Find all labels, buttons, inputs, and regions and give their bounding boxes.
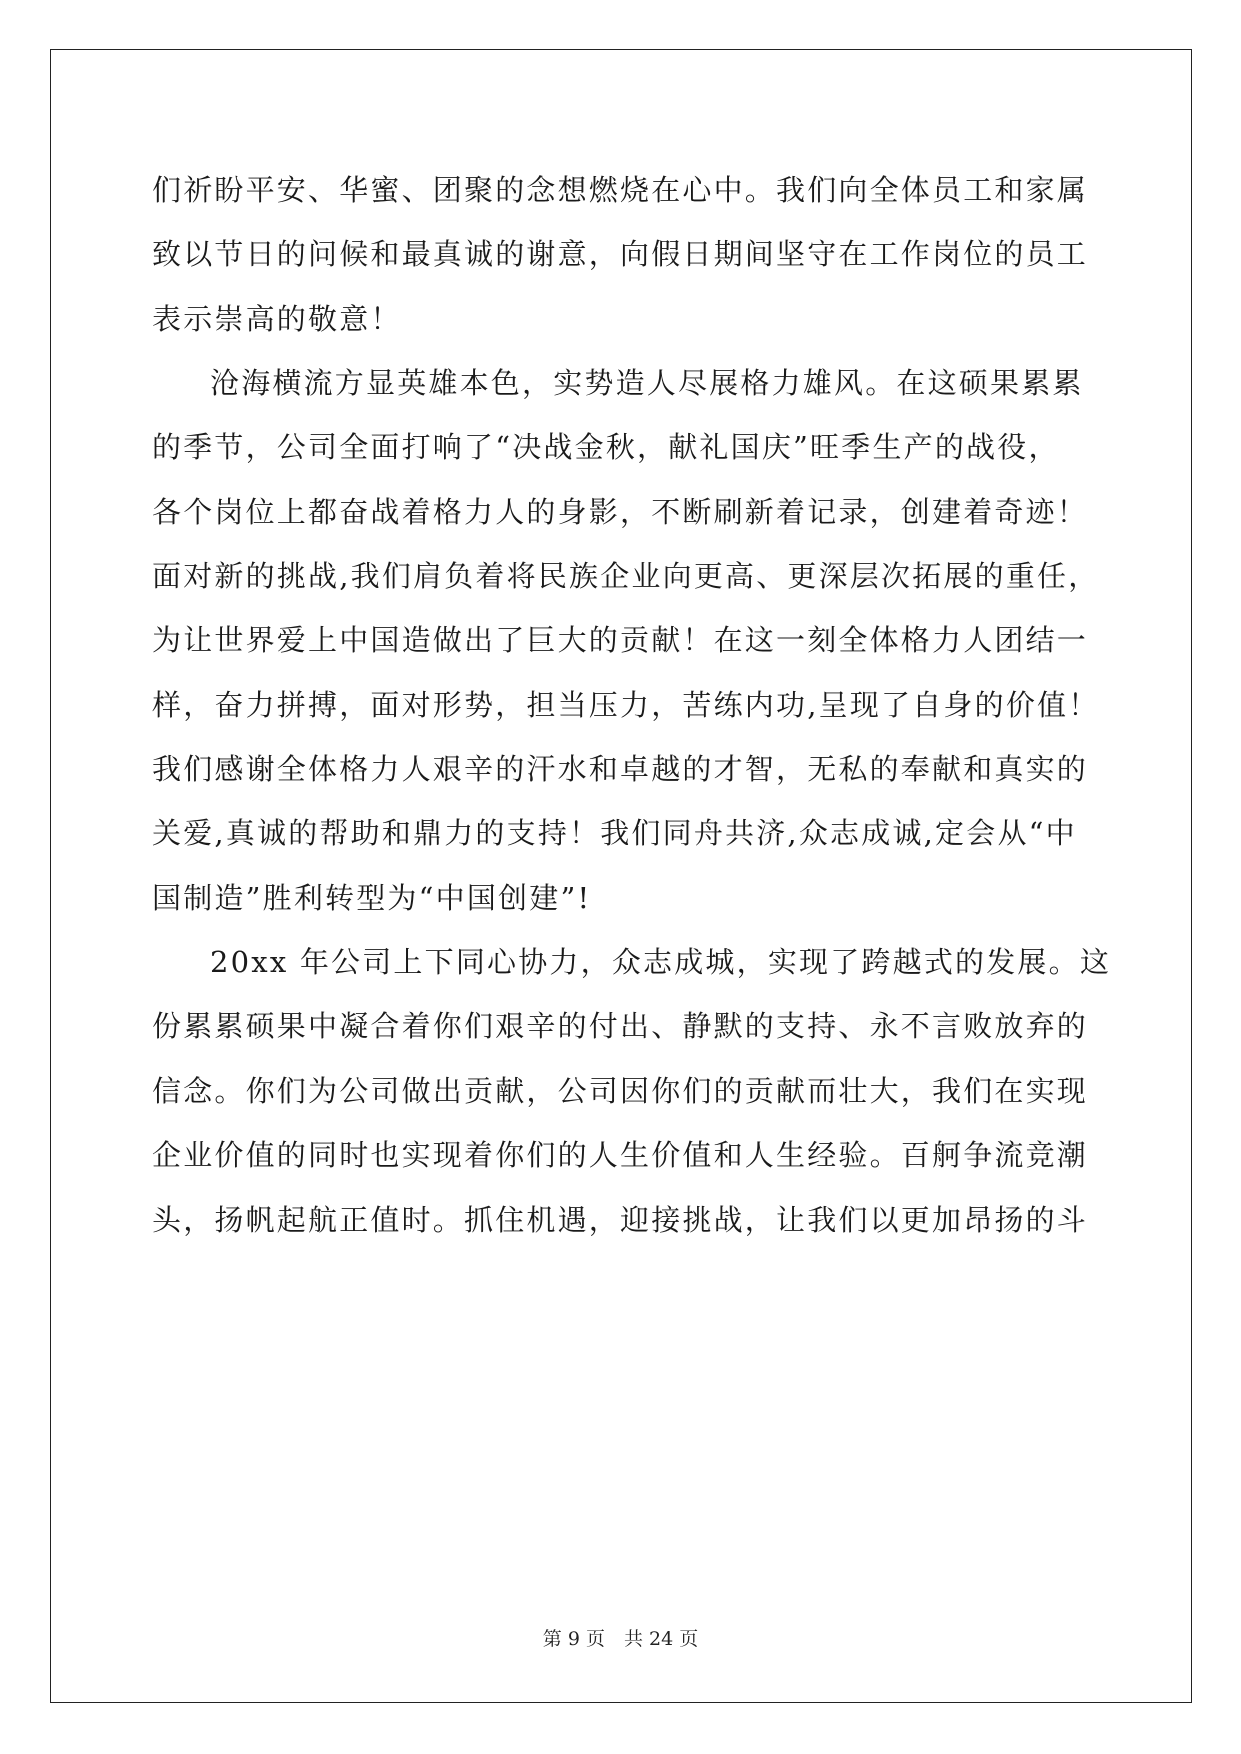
text-line: 样，奋力拼搏，面对形势，担当压力，苦练内功,呈现了自身的价值！ <box>152 687 1100 722</box>
text-line: 份累累硕果中凝合着你们艰辛的付出、静默的支持、永不言败放弃的 <box>152 1009 1089 1044</box>
text-line: 致以节日的问候和最真诚的谢意，向假日期间坚守在工作岗位的员工 <box>152 237 1089 272</box>
text-line: 企业价值的同时也实现着你们的人生价值和人生经验。百舸争流竞潮 <box>152 1138 1089 1173</box>
text-line: 信念。你们为公司做出贡献，公司因你们的贡献而壮大，我们在实现 <box>152 1073 1089 1108</box>
text-line: 各个岗位上都奋战着格力人的身影，不断刷新着记录，创建着奇迹！ <box>152 494 1089 529</box>
text-line: 表示崇高的敬意！ <box>152 301 402 336</box>
text-line: 为让世界爱上中国造做出了巨大的贡献！在这一刻全体格力人团结一 <box>152 623 1089 658</box>
text-line: 关爱,真诚的帮助和鼎力的支持！我们同舟共济,众志成诚,定会从“中 <box>152 816 1077 851</box>
text-line: 国制造”胜利转型为“中国创建”! <box>152 880 592 915</box>
text-line: 头，扬帆起航正值时。抓住机遇，迎接挑战，让我们以更加昂扬的斗 <box>152 1202 1089 1237</box>
document-body <box>152 158 1112 1252</box>
page-number-footer: 第 9 页 共 24 页 <box>542 1628 699 1650</box>
text-line: 们祈盼平安、华蜜、团聚的念想燃烧在心中。我们向全体员工和家属 <box>152 173 1089 207</box>
text-line: 我们感谢全体格力人艰辛的汗水和卓越的才智，无私的奉献和真实的 <box>152 752 1089 787</box>
text-line: 的季节，公司全面打响了“决战金秋，献礼国庆”旺季生产的战役， <box>152 430 1060 465</box>
paragraph-start-line: 20xx 年公司上下同心协力，众志成城，实现了跨越式的发展。这 <box>210 945 1112 980</box>
paragraph-start-line: 沧海横流方显英雄本色，实势造人尽展格力雄风。在这硕果累累 <box>210 366 1084 401</box>
text-line: 面对新的挑战,我们肩负着将民族企业向更高、更深层次拓展的重任， <box>152 559 1100 594</box>
